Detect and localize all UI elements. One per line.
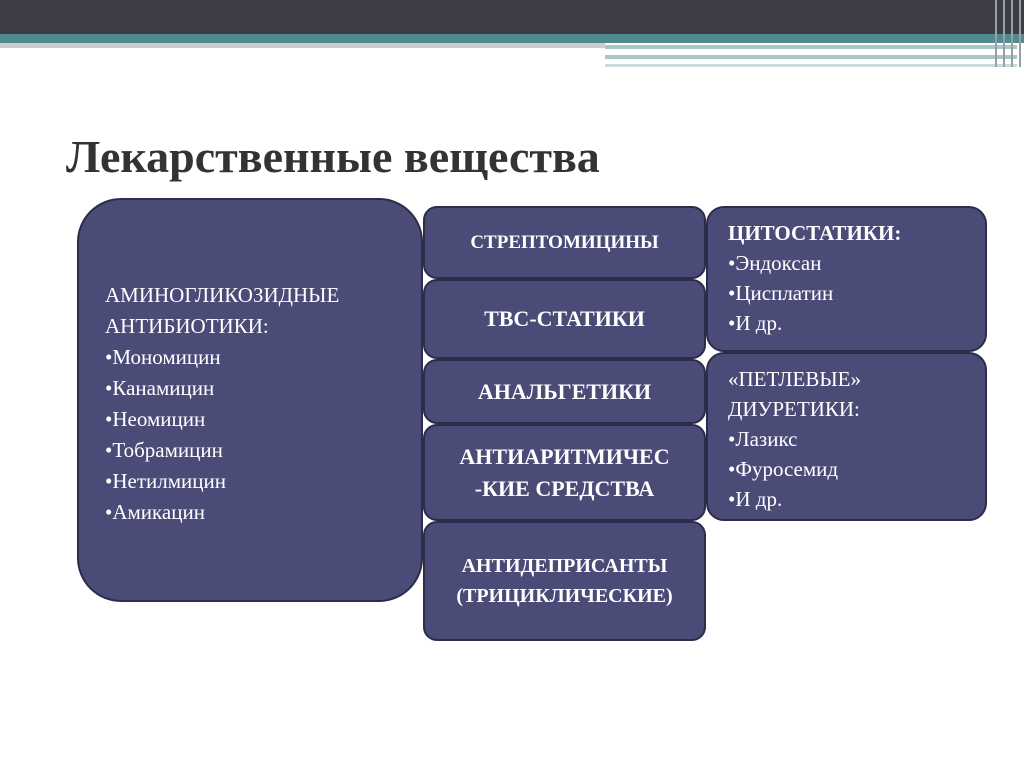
antidepressants-box xyxy=(423,521,706,641)
box-heading: АМИНОГЛИКОЗИДНЫЕ xyxy=(105,283,340,307)
header-accent-line xyxy=(605,55,1017,59)
header-stripe xyxy=(1019,0,1021,67)
list-item: •И др. xyxy=(728,311,783,335)
box-label: АНТИДЕПРИСАНТЫ xyxy=(461,555,668,577)
list-item: •Канамицин xyxy=(105,376,215,400)
box-label: ТВС-СТАТИКИ xyxy=(484,306,645,331)
list-item: •Мономицин xyxy=(105,345,221,369)
drug-list xyxy=(105,342,397,528)
box-heading: ДИУРЕТИКИ: xyxy=(728,397,860,421)
header-gray-line xyxy=(0,43,605,48)
header-dark-bar xyxy=(0,0,1024,34)
box-label: АНАЛЬГЕТИКИ xyxy=(477,378,652,404)
box-heading: ЦИТОСТАТИКИ: xyxy=(728,221,902,245)
list-item: •Лазикс xyxy=(728,427,798,451)
drug-list xyxy=(728,248,967,338)
list-item: •И др. xyxy=(728,487,783,511)
aminoglycoside-box xyxy=(77,198,423,602)
header-stripe xyxy=(1003,0,1005,67)
box-heading: АНТИБИОТИКИ: xyxy=(105,314,269,338)
list-item: •Цисплатин xyxy=(728,281,834,305)
header-accent-line xyxy=(605,64,1017,67)
header-accent-line xyxy=(605,45,1017,49)
loop-diuretics-box xyxy=(706,352,987,521)
drug-list xyxy=(728,424,967,514)
list-item: •Фуросемид xyxy=(728,457,839,481)
cytostatics-box xyxy=(706,206,987,352)
analgesics-box xyxy=(423,359,706,424)
header-stripe xyxy=(995,0,997,67)
tb-statics-box xyxy=(423,279,706,359)
box-label: (ТРИЦИКЛИЧЕСКИЕ) xyxy=(456,585,673,607)
antiarrhythmics-box xyxy=(423,424,706,521)
box-heading: «ПЕТЛЕВЫЕ» xyxy=(728,367,861,391)
list-item: •Эндоксан xyxy=(728,251,822,275)
header-stripe xyxy=(1011,0,1013,67)
streptomycins-box xyxy=(423,206,706,279)
slide-title: Лекарственные вещества xyxy=(66,131,600,182)
header-teal-bar xyxy=(0,34,1024,43)
list-item: •Амикацин xyxy=(105,500,205,524)
box-label: АНТИАРИТМИЧЕС xyxy=(459,443,670,469)
list-item: •Тобрамицин xyxy=(105,438,223,462)
box-label: СТРЕПТОМИЦИНЫ xyxy=(470,231,659,253)
list-item: •Нетилмицин xyxy=(105,469,226,493)
box-label: -КИЕ СРЕДСТВА xyxy=(474,475,655,501)
list-item: •Неомицин xyxy=(105,407,206,431)
